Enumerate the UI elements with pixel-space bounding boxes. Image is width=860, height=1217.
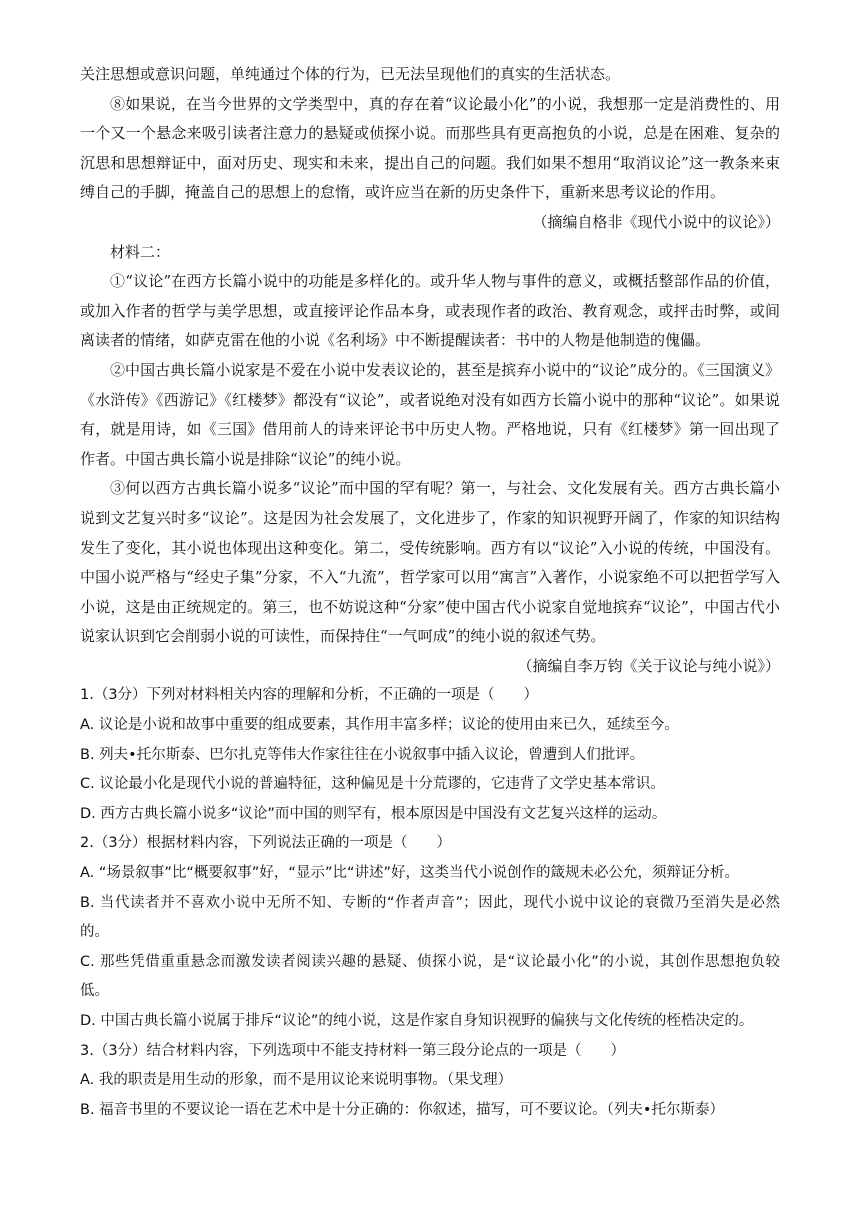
option-a: A. “场景叙事”比“概要叙事”好，“显示”比“讲述”好，这类当代小说创作的箴规未必公允，须辩证分析。 (80, 865, 739, 882)
question-2 (80, 829, 780, 1036)
material1-para8: ⑧如果说，在当今世界的文学类型中，真的存在着“议论最小化”的小说，我想那一定是消费性的、用一个又一个悬念来吸引读者注意力的悬疑或侦探小说。而那些具有更高抱负的小说，总是在困难、复杂的沉思和思想辩证中，面对历史、现实和未来，提出自己的问题。我们如果不想用“取消议论”这一教条来束缚自己的手脚，掩盖自己的思想上的怠惰，或许应当在新的历史条件下，重新来思考议论的作用。 (80, 94, 780, 202)
option-b: B. 当代读者并不喜欢小说中无所不知、专断的“作者声音”；因此，现代小说中议论的衰微乃至消失是必然的。 (80, 894, 780, 941)
material1-tail: 关注思想或意识问题，单纯通过个体的行为，已无法呈现他们的真实的生活状态。 (80, 65, 621, 83)
material1-source: （摘编自格非《现代小说中的议论》） (532, 212, 780, 231)
option-c: C. 议论最小化是现代小说的普遍特征，这种偏见是十分荒谬的，它违背了文学史基本常识。 (80, 776, 665, 793)
question-1 (80, 681, 780, 829)
material2-source: （摘编自李万钧《关于议论与纯小说》） (517, 656, 780, 675)
material2-para1: ①“议论”在西方长篇小说中的功能是多样化的。或升华人物与事件的意义，或概括整部作品的价值，或加入作者的哲学与美学思想，或直接评论作品本身，或表现作者的政治、教育观念，或抨击时弊，或间离读者的情绪，如萨克雷在他的小说《名利场》中不断提醒读者：书中的人物是他制造的傀儡。 (80, 272, 780, 350)
material2-para2: ②中国古典长篇小说家是不爱在小说中发表议论的，甚至是摈弃小说中的“议论”成分的。《三国演义》《水浒传》《西游记》《红楼梦》都没有“议论”，或者说绝对没有如西方长篇小说中的那种“议论”。如果说有，就是用诗，如《三国》借用前人的诗来评论书中历史人物。严格地说，只有《红楼梦》第一回出现了作者。中国古典长篇小说是排除“议论”的纯小说。 (80, 360, 780, 468)
material2-label: 材料二： (110, 242, 171, 261)
question-stem: 1.（3分）下列对材料相关内容的理解和分析，不正确的一项是（ ） (80, 687, 539, 704)
option-b: B. 福音书里的不要议论一语在艺术中是十分正确的：你叙述，描写，可不要议论。（列夫•托尔斯泰） (80, 1101, 724, 1118)
question-stem: 3.（3分）结合材料内容，下列选项中不能支持材料一第三段分论点的一项是（ ） (80, 1042, 626, 1059)
option-d: D. 西方古典长篇小说多“议论”而中国的则罕有，根本原因是中国没有文艺复兴这样的运动。 (80, 805, 667, 822)
option-b: B. 列夫•托尔斯泰、巴尔扎克等伟大作家往往在小说叙事中插入议论，曾遭到人们批评。 (80, 746, 645, 763)
option-a: A. 我的职责是用生动的形象，而不是用议论来说明事物。（果戈理） (80, 1072, 513, 1089)
question-stem: 2.（3分）根据材料内容，下列说法正确的一项是（ ） (80, 835, 452, 852)
material2-para3: ③何以西方古典长篇小说多“议论”而中国的罕有呢？第一，与社会、文化发展有关。西方古典长篇小说到文艺复兴时多“议论”。这是因为社会发展了，文化进步了，作家的知识视野开阔了，作家的知识结构发生了变化，其小说也体现出这种变化。第二，受传统影响。西方有以“议论”入小说的传统，中国没有。中国小说严格与“经史子集”分家，不入“九流”，哲学家可以用“寓言”入著作，小说家绝不可以把哲学写入小说，这是由正统规定的。第三，也不妨说这种“分家”使中国古代小说家自觉地摈弃“议论”，中国古代小说家认识到它会削弱小说的可读性，而保持住“一气呵成”的纯小说的叙述气势。 (80, 479, 780, 646)
option-d: D. 中国古典长篇小说属于排斥“议论”的纯小说，这是作家自身知识视野的偏狭与文化传统的桎梏决定的。 (80, 1013, 754, 1029)
question-3 (80, 1037, 780, 1126)
option-c: C. 那些凭借重重悬念而激发读者阅读兴趣的悬疑、侦探小说，是“议论最小化”的小说，其创作思想抱负较低。 (80, 953, 780, 1000)
option-a: A. 议论是小说和故事中重要的组成要素，其作用丰富多样；议论的使用由来已久，延续至今。 (80, 717, 679, 734)
